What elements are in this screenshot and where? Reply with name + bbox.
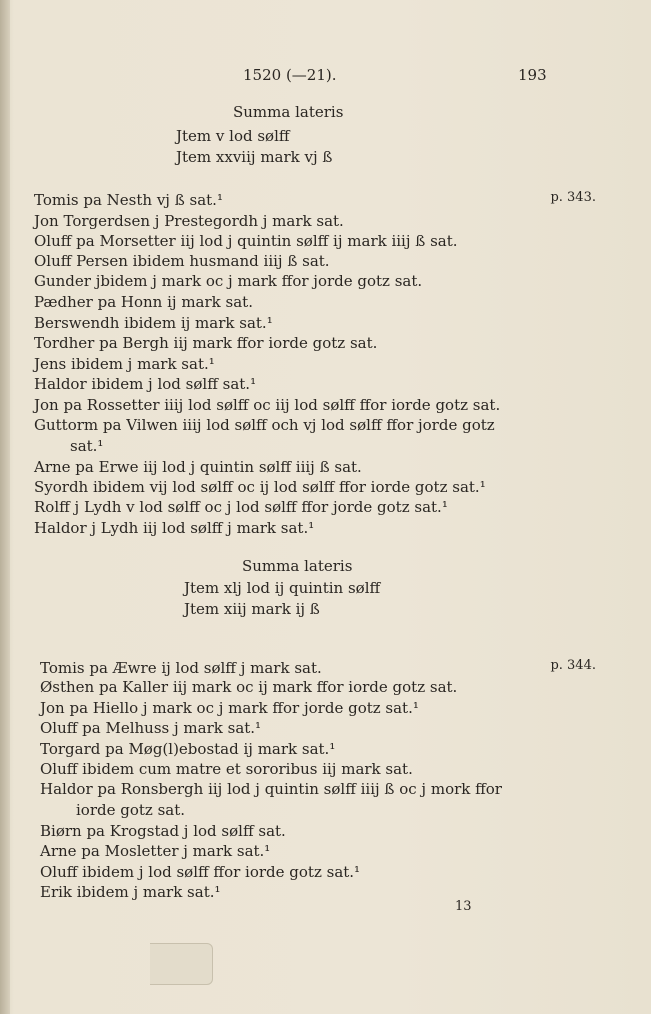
summa-line: Jtem xlj lod ij quintin sølff xyxy=(184,579,381,597)
signature-mark: 13 xyxy=(455,899,472,914)
entry-line: Berswendh ibidem ij mark sat.¹ xyxy=(34,314,273,332)
entry-line: Torgard pa Møg(l)ebostad ij mark sat.¹ xyxy=(40,740,336,758)
entry-line: Oluff pa Melhuss j mark sat.¹ xyxy=(40,719,262,737)
entry-line: Oluff pa Morsetter iij lod j quintin sølff ij mark iiij ß sat. xyxy=(34,232,458,250)
entry-line: Jon pa Hiello j mark oc j mark ffor jorde gotz sat.¹ xyxy=(40,699,419,717)
entry-line: Tomis pa Nesth vj ß sat.¹ xyxy=(34,191,223,209)
page-reference: p. 343. xyxy=(550,190,596,205)
page-reference: p. 344. xyxy=(550,658,596,673)
summa-title-1: Summa lateris xyxy=(233,103,344,121)
running-title: 1520 (—21). xyxy=(243,66,337,84)
entry-line: Guttorm pa Vilwen iiij lod sølff och vj lod sølff ffor jorde gotz xyxy=(34,416,495,434)
entry-line: Oluff Persen ibidem husmand iiij ß sat. xyxy=(34,252,330,270)
entry-line: Haldor ibidem j lod sølff sat.¹ xyxy=(34,375,257,393)
entry-line: Pædher pa Honn ij mark sat. xyxy=(34,293,253,311)
entry-line: Biørn pa Krogstad j lod sølff sat. xyxy=(40,822,286,840)
entry-line: Rolff j Lydh v lod sølff oc j lod sølff ffor jorde gotz sat.¹ xyxy=(34,498,448,516)
entry-line: Arne pa Erwe iij lod j quintin sølff iiij ß sat. xyxy=(34,458,362,476)
summa-title-2: Summa lateris xyxy=(242,557,353,575)
entry-line: Tomis pa Æwre ij lod sølff j mark sat. xyxy=(40,659,322,677)
book-binding-edge xyxy=(0,0,10,1014)
entry-line: Erik ibidem j mark sat.¹ xyxy=(40,883,221,901)
entry-line: Jens ibidem j mark sat.¹ xyxy=(34,355,215,373)
page-tab-marker xyxy=(150,943,213,985)
entry-line: Tordher pa Bergh iij mark ffor iorde gotz sat. xyxy=(34,334,378,352)
entry-line: Oluff ibidem j lod sølff ffor iorde gotz sat.¹ xyxy=(40,863,361,881)
entry-line: Haldor j Lydh iij lod sølff j mark sat.¹ xyxy=(34,519,315,537)
entry-line: Oluff ibidem cum matre et sororibus iij mark sat. xyxy=(40,760,413,778)
page-number: 193 xyxy=(518,66,547,84)
entry-line: Gunder jbidem j mark oc j mark ffor jorde gotz sat. xyxy=(34,272,423,290)
entry-line: Syordh ibidem vij lod sølff oc ij lod sølff ffor iorde gotz sat.¹ xyxy=(34,478,486,496)
summa-line: Jtem xxviij mark vj ß xyxy=(176,148,333,166)
entry-line: Jon Torgerdsen j Prestegordh j mark sat. xyxy=(34,212,344,230)
summa-line: Jtem xiij mark ij ß xyxy=(184,600,320,618)
entry-line-continuation: sat.¹ xyxy=(70,437,104,455)
entry-line: Haldor pa Ronsbergh iij lod j quintin sølff iiij ß oc j mork ffor xyxy=(40,780,502,798)
entry-line-continuation: iorde gotz sat. xyxy=(76,801,186,819)
summa-line: Jtem v lod sølff xyxy=(176,127,290,145)
entry-line: Arne pa Mosletter j mark sat.¹ xyxy=(40,842,271,860)
entry-line: Østhen pa Kaller iij mark oc ij mark ffor iorde gotz sat. xyxy=(40,678,458,696)
entry-line: Jon pa Rossetter iiij lod sølff oc iij lod sølff ffor iorde gotz sat. xyxy=(34,396,501,414)
